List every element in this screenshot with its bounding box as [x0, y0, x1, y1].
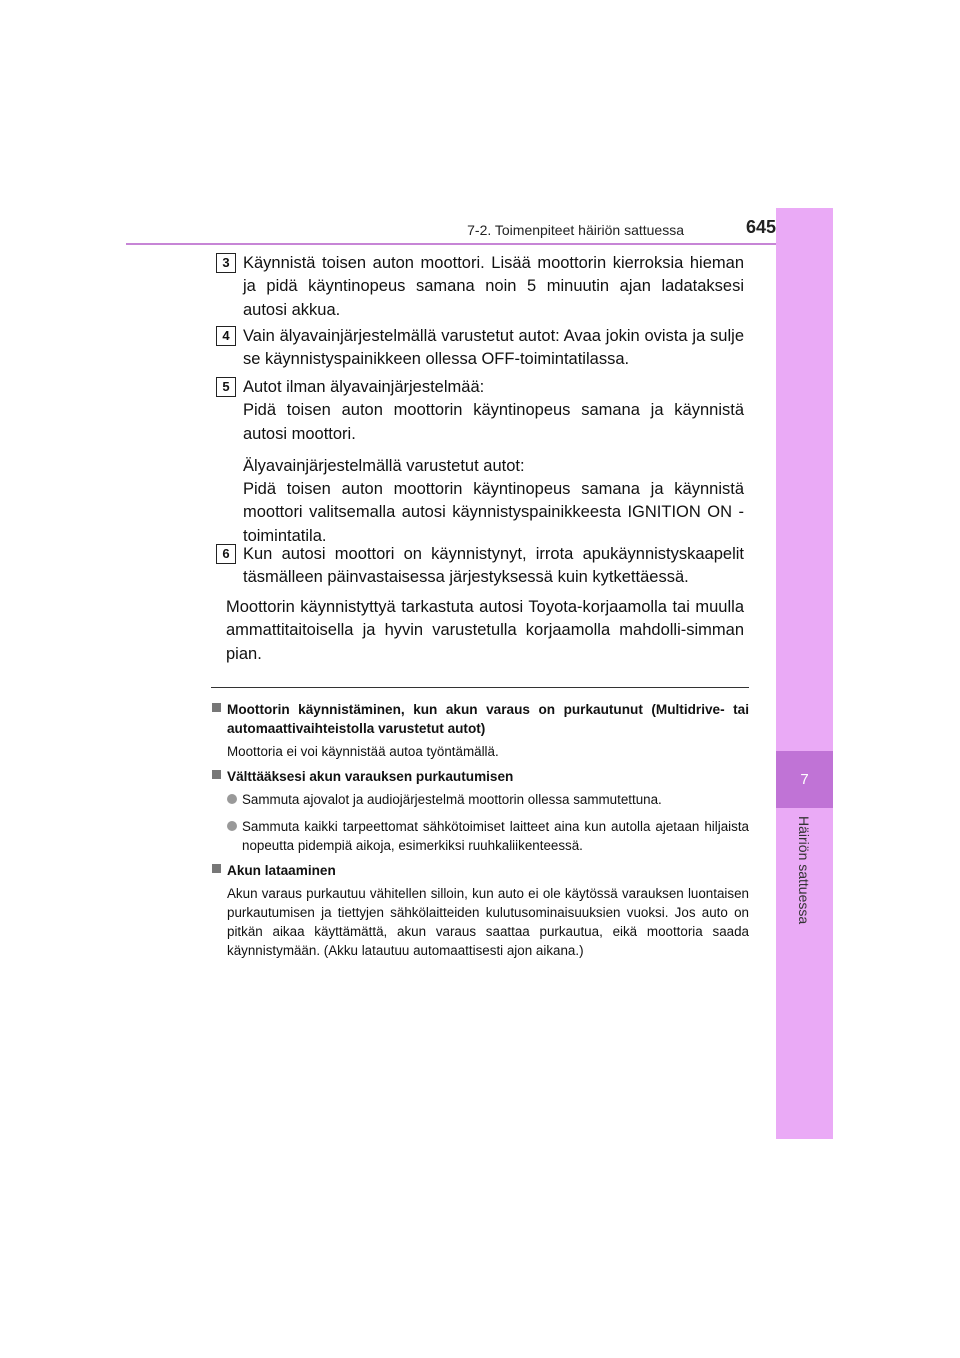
- step-paragraph: Älyavainjärjestelmällä varustetut autot: Pidä toisen auton moottorin käyntinopeus samana ja käynnistä moottori valitsemalla autosi käynnistyspainikkeesta IGNITION ON -toimintatila.: [243, 456, 744, 545]
- page-number: 645: [745, 217, 776, 237]
- step-paragraph: Käynnistä toisen auton moottori. Lisää moottorin kierroksia hieman ja pidä käyntinopeus samana noin 5 minuutin ajan ladataksesi autosi akkua.: [243, 254, 744, 319]
- info-heading: Moottorin käynnistäminen, kun akun varaus on purkautunut (Multidrive- tai automaattivaihteistolla varustetut autot): [227, 702, 749, 736]
- info-text: Akun varaus purkautuu vähitellen silloin, kun auto ei ole käytössä varauksen luontaisen purkautumisen ja tiettyjen sähkölaitteiden kulutusominaisuuksien vuoksi. Jos auto on pitkän aikaa käyttämättä, akun varaus saattaa purkautua, eikä moottoria saada käynnistymään. (Akku latautuu automaattisesti ajon aikana.): [227, 886, 749, 958]
- section-divider: [211, 687, 749, 688]
- bullet-item: [227, 817, 749, 855]
- info-text: Moottoria ei voi käynnistää autoa työntämällä.: [227, 744, 499, 759]
- info-heading: Välttääksesi akun varauksen purkautumisen: [227, 769, 514, 784]
- step-text: [243, 252, 744, 322]
- side-tab: [776, 208, 833, 1139]
- step-text: [243, 543, 744, 590]
- side-tab-title: Häiriön sattuessa: [796, 816, 812, 925]
- info-item: [211, 767, 749, 855]
- step-4: [216, 325, 744, 372]
- bullet-text: Sammuta kaikki tarpeettomat sähkötoimiset laitteet aina kun autolla ajetaan hiljaista nopeutta pidempiä aikoja, esimerkiksi ruuhkaliikenteessä.: [242, 819, 749, 853]
- step-6: [216, 543, 744, 590]
- step-paragraph: Kun autosi moottori on käynnistynyt, irrota apukäynnistyskaapelit täsmälleen päinvastaisessa järjestyksessä kuin kytkettäessä.: [243, 545, 744, 587]
- step-3: [216, 252, 744, 322]
- info-heading: Akun lataaminen: [227, 863, 336, 878]
- square-bullet-icon: [212, 864, 221, 873]
- circle-bullet-icon: [227, 794, 237, 804]
- step-5: [216, 376, 744, 548]
- side-tab-chapter: 7: [776, 751, 833, 808]
- step-text: [243, 325, 744, 372]
- inspection-note: Moottorin käynnistyttyä tarkastuta autosi Toyota-korjaamolla tai muulla ammattitaitoisella ja hyvin varustetulla korjaamolla mahdolli-simman pian.: [226, 598, 744, 663]
- square-bullet-icon: [212, 770, 221, 779]
- step-number-box: 3: [216, 253, 236, 273]
- header-section-title: 7-2. Toimenpiteet häiriön sattuessa: [467, 222, 684, 238]
- step-paragraph: Vain älyavainjärjestelmällä varustetut autot: Avaa jokin ovista ja sulje se käynnistyspainikkeen ollessa OFF-toimintatilassa.: [243, 327, 744, 369]
- bullet-item: [227, 790, 749, 809]
- step-paragraph: Autot ilman älyavainjärjestelmää: Pidä toisen auton moottorin käyntinopeus samana ja käynnistä autosi moottori.: [243, 378, 744, 443]
- info-section: [211, 700, 749, 960]
- step-number-box: 6: [216, 544, 236, 564]
- header-rule: [126, 243, 832, 245]
- info-item: [211, 861, 749, 960]
- step-text: [243, 376, 744, 548]
- step-number-box: 5: [216, 377, 236, 397]
- square-bullet-icon: [212, 703, 221, 712]
- step-number-box: 4: [216, 326, 236, 346]
- bullet-text: Sammuta ajovalot ja audiojärjestelmä moottorin ollessa sammutettuna.: [242, 792, 662, 807]
- info-item: [211, 700, 749, 761]
- circle-bullet-icon: [227, 821, 237, 831]
